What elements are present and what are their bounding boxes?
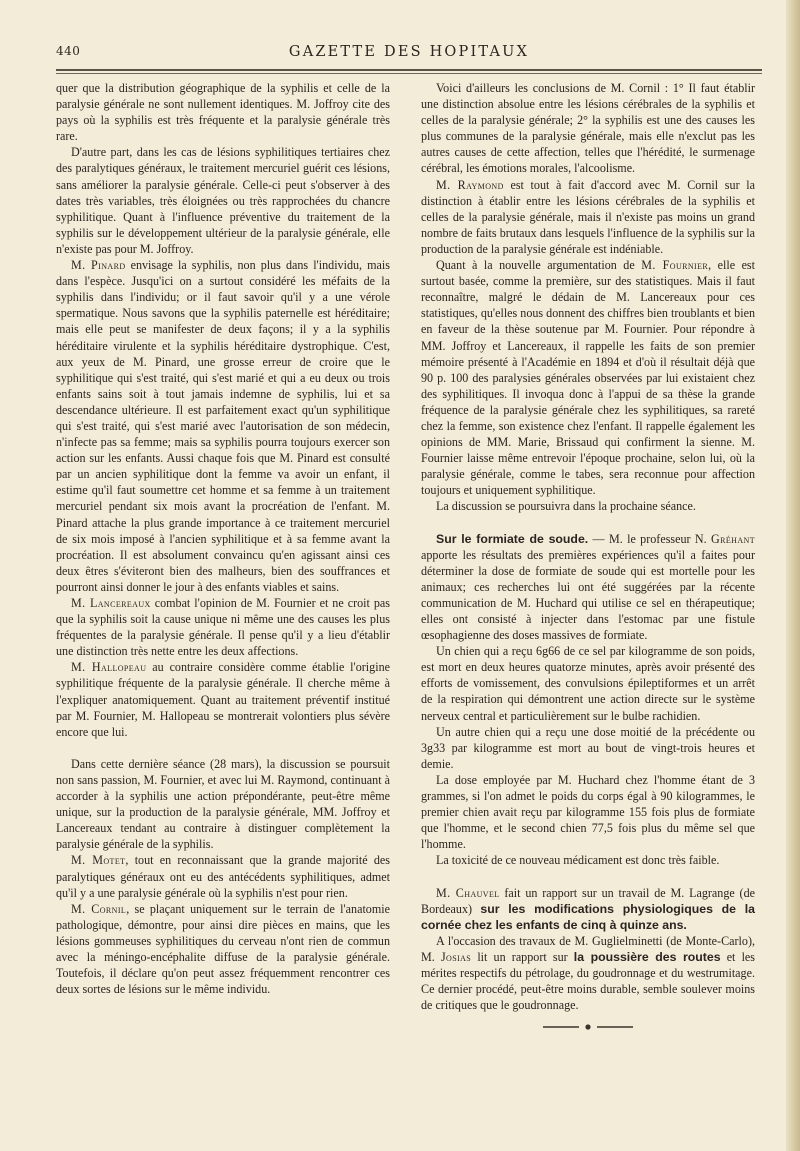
page-edge <box>786 0 800 1151</box>
journal-title: GAZETTE DES HOPITAUX <box>288 44 530 60</box>
speaker-name: M. Fournier <box>641 258 709 273</box>
paragraph: Un chien qui a reçu 6g66 de ce sel par kilogramme de son poids, est mort en deux heures quatorze minutes, après avoir présenté des efforts de vomissement, des convulsions épileptiformes et un arrêt de la respiration qui démontrent une action directe sur le système nerveux central et particulièrement sur le bulbe rachidien. <box>421 644 755 723</box>
paragraph-text: envisage la syphilis, non plus dans l'individu, mais dans l'espèce. Jusqu'ici on a surtout considéré les méfaits de la syphilis dans l'individu; or il faut savoir qu'il y a une vérole spermatique. Nous savons que la syphilis paternelle est héréditaire; mais elle peut se manifester de deux façons; il y a la syphilis héréditaire virulente et la syphilis héréditaire dystrophique. C'est, aux yeux de M. Pinard, une grosse erreur de croire que le syphilitique qui s'est traité, qui s'est marié et qui a eu deux ou trois enfants sains soit à tout jamais indemne de syphilis, lui et sa descendance ultérieure. Il est parfaitement exact qu'un syphilitique qui s'est traité, qui s'est marié avec l'autorisation de son médecin, n'infecte pas sa femme; mais sa syphilis pourra toujours exercer son action sur les enfants. Aussi chaque fois que M. Pinard est consulté par un ancien syphilitique dont la femme va avoir un enfant, il estime qu'il faut soumettre cet homme et sa femme à un traitement mercuriel pendant six mois avant la procréation de l'enfant. M. Pinard attache la plus grande importance à ce traitement mercuriel de six mois imposé à l'ancien syphilitique et à sa femme avant la procréation. Il est absolument convaincu qu'en agissant ainsi ces deux êtres s'éviteront bien des malheurs, bien des souffrances et pourront ainsi donner le jour à des enfants viables et sains. <box>56 258 390 594</box>
paragraph <box>421 531 755 644</box>
paragraph <box>421 177 755 257</box>
ornament-divider-icon <box>543 1023 633 1031</box>
paragraph <box>56 901 390 998</box>
speaker-name: M. Raymond <box>436 177 504 192</box>
paragraph-text: apporte les résultats des premières expériences qu'il a faites pour déterminer la dose de formiate de soude qui est mortelle pour les animaux; ces recherches lui ont été suggérées par la récente communication de M. Huchard qui utilise ce sel en thérapeutique; elles ont consisté à injecter dans l'estomac par une fistule œsophagienne des doses massives de formiate. <box>421 547 755 643</box>
paragraph <box>56 595 390 659</box>
paragraph-text: au contraire considère comme établie l'origine syphilitique fréquente de la paralysie générale. Il cherche même à l'expliquer anatomiquement. Quant au traitement préventif institué par M. Fournier, M. Hallopeau se montrerait volontiers plus sévère encore que lui. <box>56 660 390 739</box>
paragraph-text: est tout à fait d'accord avec M. Cornil sur la distinction à établir entre les lésions cérébrales de la syphilis et celles de la paralysie générale, mais il n'existe pas moins un grand nombre de faits brutaux dans lesquels l'influence de la syphilis sur la production de la paralysie générale est indéniable. <box>421 177 755 256</box>
paragraph-text: fait un rapport sur un travail de M. Lagrange (de Bordeaux) <box>421 885 755 916</box>
speaker-name: M. Pinard <box>71 258 126 273</box>
paragraph: Voici d'ailleurs les conclusions de M. Cornil : 1° Il faut établir une distinction absolue entre les lésions cérébrales de la syphilis et celles de la paralysie générale; 2° la syphilis est une des causes les plus communes de la paralysie générale, mais elle n'exclut pas les autres causes de cette affection, telles que l'hérédité, le surmenage cérébral, les émotions morales, l'alcoolisme. <box>421 81 755 176</box>
left-column <box>56 80 390 997</box>
header-rule-thick <box>56 69 762 71</box>
header-rule-thin <box>56 73 762 74</box>
paragraph: La dose employée par M. Huchard chez l'homme étant de 3 grammes, si l'on admet le poids du corps égal à 90 kilogrammes, le premier chien avait reçu par kilogramme 155 fois plus de formiate que l'homme, et le second chien 77,5 fois plus du même sel que l'homme. <box>421 772 755 852</box>
paragraph <box>421 885 755 933</box>
paragraph-text: Quant à la nouvelle argumentation de <box>436 258 642 273</box>
paragraph <box>56 257 390 595</box>
speaker-name: M. Motet <box>71 853 126 868</box>
section-headline: Sur le formiate de soude. <box>436 531 589 546</box>
paragraph: Dans cette dernière séance (28 mars), la discussion se poursuit non sans passion, M. Fournier, et avec lui M. Raymond, continuant à accorder à la syphilis une action prépondérante, peut-être même unique, sur la production de la paralysie générale, MM. Joffroy et Lancereaux tendant au contraire à distinguer complètement la paralysie générale de la syphilis. <box>56 756 390 852</box>
speaker-name: Josias <box>440 949 472 964</box>
paragraph-text: A l'occasion des travaux de M. Guglielminetti (de Monte-Carlo), M. <box>421 933 755 964</box>
paragraph: D'autre part, dans les cas de lésions syphilitiques tertiaires chez des paralytiques généraux, le traitement mercuriel guérit ces lésions, sans améliorer la paralysie générale. Celle-ci peut s'observer à des dates très variables, très éloignées ou très rapprochées du chancre syphilitique. Quant à l'influence préventive du traitement de la syphilis sur le développement ultérieur de la paralysie générale, elle n'existe pas pour M. Joffroy. <box>56 145 390 256</box>
paragraph-text: — M. le professeur N. <box>588 531 712 546</box>
speaker-name: Gréhant <box>711 531 755 546</box>
paragraph-text: , se plaçant uniquement sur le terrain de l'anatomie pathologique, démontre, pour ainsi dire pièces en mains, que les lésions gommeuses syphilitiques du cerveau n'ont rien de commun avec la méningo-encéphalite diffuse de la paralysie générale. Toutefois, il déclare qu'on peut assez fréquemment rencontrer ces deux sortes de lésions sur le même individu. <box>56 901 390 997</box>
speaker-name: M. Hallopeau <box>71 660 147 675</box>
right-column <box>421 80 755 1031</box>
paragraph-text: , tout en reconnaissant que la grande majorité des paralytiques généraux ont eu des antécédents syphilitiques, admet qu'il y a une paralysie générale où la syphilis n'est pour rien. <box>56 853 390 900</box>
page-number: 440 <box>56 44 81 58</box>
paragraph: quer que la distribution géographique de la syphilis et celle de la paralysie générale ne sont nullement identiques. M. Joffroy cite des pays où la syphilis est très fréquente et la paralysie générale très rare. <box>56 81 390 144</box>
paragraph-text: et les mérites respectifs du pétrolage, du goudronnage et du westrumitage. Ce dernier procédé, peut-être moins durable, semble soulever moins de critiques que le goudronnage. <box>421 949 756 1013</box>
speaker-name: M. Cornil <box>71 901 127 916</box>
section-headline: sur les modifications physiologiques de la cornée chez les enfants de cinq à quinze ans. <box>421 901 755 932</box>
paragraph <box>56 659 390 739</box>
paragraph <box>421 933 755 1013</box>
paragraph <box>56 852 390 900</box>
speaker-name: M. Chauvel <box>436 885 500 900</box>
paragraph <box>421 257 755 498</box>
section-headline: la poussière des routes <box>573 949 721 964</box>
paragraph-text: , elle est surtout basée, comme la première, sur des statistiques. Mais il faut reconnaître, malgré le dédain de M. Lancereaux pour ces statistiques, qu'elles nous donnent des chiffres bien troublants et bien en faveur de la thèse soutenue par M. Fournier. Pour répondre à MM. Joffroy et Lancereaux, il rappelle les faits de son premier mémoire présenté à l'Académie en 1894 et d'où il résultait déjà que 90 p. 100 des paralysies générales observées par lui existaient chez des syphilitiques. Il invoqua donc à l'appui de sa thèse la grande fréquence de la paralysie générale chez les syphilitiques, sa rareté chez la femme, son existence chez l'enfant. Il rappelle également les opinions de MM. Marie, Brissaud qui confirment la sienne. M. Fournier laisse même entrevoir l'époque prochaine, selon lui, où la paralysie générale, comme le tabes, sera reconnue pour affection toujours et uniquement syphilitique. <box>421 258 756 498</box>
paragraph: La discussion se poursuivra dans la prochaine séance. <box>436 499 696 514</box>
paragraph: Un autre chien qui a reçu une dose moitié de la précédente ou 3g33 par kilogramme est mort au bout de vingt-trois heures et demie. <box>421 724 755 771</box>
paragraph-text: lit un rapport sur <box>471 949 574 964</box>
speaker-name: M. Lancereaux <box>71 596 151 610</box>
paragraph: La toxicité de ce nouveau médicament est donc très faible. <box>436 853 720 868</box>
page-header <box>56 44 762 64</box>
paragraph-text: combat l'opinion de M. Fournier et ne croit pas que la syphilis soit la cause unique ni même une des causes les plus fréquentes de la paralysie générale. Il pense qu'il y a lieu d'établir une distinction très nette entre les deux affections. <box>56 596 390 659</box>
